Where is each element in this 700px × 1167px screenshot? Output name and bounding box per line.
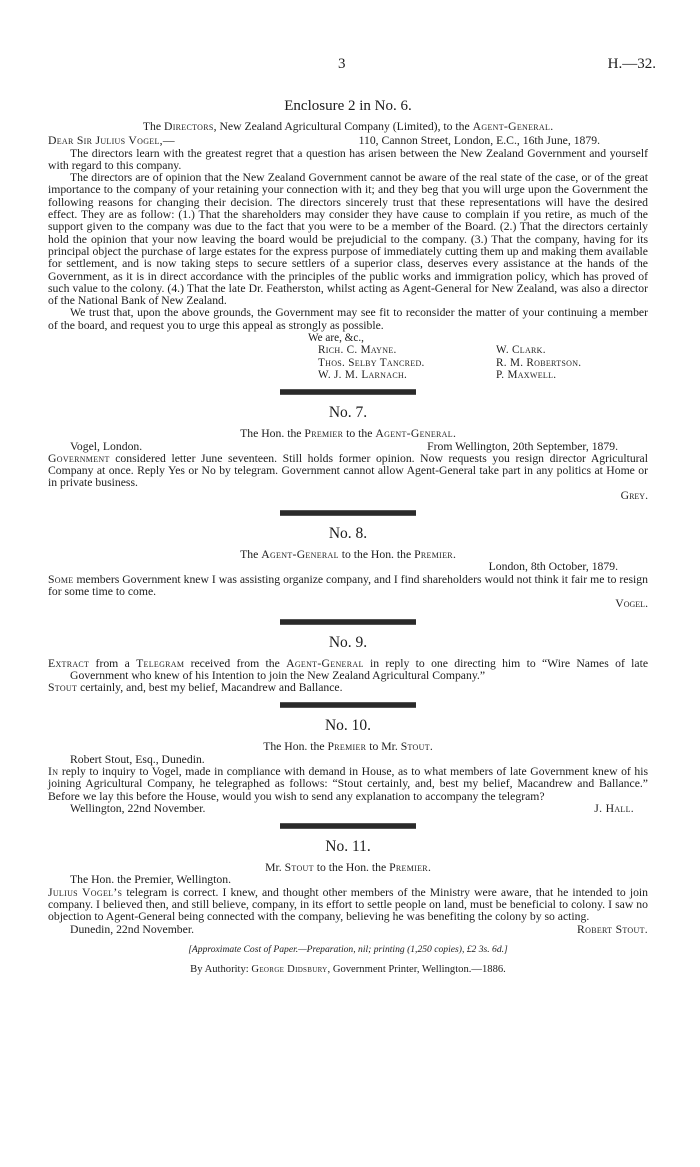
- signatory: P. Maxwell.: [496, 368, 557, 381]
- section-heading: No. 10.: [324, 717, 372, 735]
- telegram-body: In reply to inquiry to Vogel, made in compliance with demand in House, as to what members of late Government knew of his joining Agricultural Company, he telegraphed as follows: “Stout certainly, and, best my belief, Macandrew and Ballance.” Before we lay this before the House, would you wish to send any explanation to accompany the telegram?: [48, 764, 648, 803]
- enclosure-paragraph-3: We trust that, upon the above grounds, the Government may see fit to reconsider the matter of your continuing a member of the board, and request you to urge this appeal as strongly as possible.: [48, 306, 648, 332]
- place-date: London, 8th October, 1879.: [488, 560, 618, 574]
- enclosure-heading: Enclosure 2 in No. 6.: [284, 98, 412, 114]
- running-header: [0, 56, 700, 76]
- section-heading: No. 8.: [328, 525, 368, 543]
- section-title: The Hon. the Premier to Mr. Stout.: [263, 740, 433, 754]
- telegram-body: Julius Vogel’s telegram is correct. I knew, and thought other members of the Ministry were aware, that he intended to join company. I believed then, and still believe, company, in its effort to settle people on land, must be beneficial to colony. I saw no objection to Agent-General being connected with the company, believing he was benefiting the colony by so acting.: [48, 885, 648, 924]
- section-title: Mr. Stout to the Hon. the Premier.: [265, 861, 431, 875]
- section-divider: [280, 702, 416, 708]
- telegram-body: Some members Government knew I was assisting organize company, and I find shareholders would not think it fair me to resign for some time to come.: [48, 572, 648, 598]
- origin-date: From Wellington, 20th September, 1879.: [427, 439, 618, 453]
- section-heading: No. 7.: [328, 404, 368, 422]
- printing-cost-note: [Approximate Cost of Paper.—Preparation, nil; printing (1,250 copies), £2 3s. 6d.]: [188, 943, 508, 955]
- signatory: Thos. Selby Tancred.: [318, 356, 425, 369]
- signatory: Rich. C. Mayne.: [318, 344, 397, 357]
- place-sign-row: [48, 924, 648, 936]
- extract-description: Extract from a Telegram received from the Agent-General in reply to one directing him to “Wire Names of late Government who knew of his Intention to join the New Zealand Agricultural Company.”: [48, 656, 649, 682]
- signature: Vogel.: [615, 597, 648, 611]
- section-title: The Agent-General to the Hon. the Premier.: [240, 548, 456, 562]
- enclosure-section: [48, 98, 648, 395]
- signatories: [304, 344, 648, 381]
- enclosure-paragraph-1: The directors learn with the greatest regret that a question has arisen between the New Zealand Government and yourself with regard to this company.: [48, 146, 648, 172]
- printer-authority: By Authority: George Didsbury, Government Printer, Wellington.—1886.: [190, 963, 506, 975]
- signatory: R. M. Robertson.: [496, 356, 582, 369]
- section-divider: [280, 389, 416, 395]
- place-date: Wellington, 22nd November.: [70, 801, 206, 815]
- enclosure-salutation-row: [48, 135, 648, 147]
- signatory: W. Clark.: [496, 344, 546, 357]
- section-title: The Hon. the Premier to the Agent-General.: [240, 427, 456, 441]
- telegram-body: Government considered letter June seventeen. Still holds former opinion. Now requests you resign director Agricultural Company at once. Reply Yes or No by telegram. Government cannot allow Agent-General take part in any politics at Home or in private business.: [48, 451, 648, 490]
- signature: Robert Stout.: [577, 922, 648, 936]
- signature: J. Hall.: [594, 801, 634, 815]
- extract-reply: Stout certainly, and, best my belief, Macandrew and Ballance.: [48, 681, 343, 695]
- enclosure-title: The Directors, New Zealand Agricultural Company (Limited), to the Agent-General.: [142, 120, 554, 133]
- place-date: Dunedin, 22nd November.: [70, 922, 194, 936]
- document-no-10: [48, 717, 648, 829]
- signatory: W. J. M. Larnach.: [318, 368, 408, 381]
- section-divider: [280, 823, 416, 829]
- enclosure-paragraph-2: The directors are of opinion that the New Zealand Government cannot be aware of the real state of the case, or of the great importance to the company of your retaining your connection with it; and they beg that you will urge upon the Government the following reasons for changing their decision. The directors sincerely trust that these representations will have the desired effect. They are as follow: (1.) That the shareholders may consider they have cause to complain if you retire, as much of the support given to the company was due to the fact that you were to be a member of the Board. (2.) That the directors certainly hold the opinion that your now leaving the board would be prejudicial to the company. (3.) That the company, having for its principal object the purchase of large estates for the express purpose of immediately cutting them up and making them available for settlement, and is now taking steps to secure settlers of a superior class, deserves every assistance at the hands of the Government, as it is in direct accordance with the principles of the public works and immigration policy, which has proved of such value to the colony. (4.) That the late Dr. Featherston, whilst acting as Agent-General for New Zealand, was also a director of the National Bank of New Zealand.: [48, 171, 648, 308]
- document-no-9: [48, 634, 648, 709]
- addressee: Robert Stout, Esq., Dunedin.: [70, 752, 205, 766]
- salutation: Dear Sir Julius Vogel,—: [48, 134, 175, 148]
- signature-block: [304, 332, 648, 381]
- addressee: Vogel, London.: [70, 439, 143, 453]
- document-no-11: [48, 838, 648, 936]
- signature: Grey.: [620, 488, 648, 502]
- document-no-8: [48, 525, 648, 624]
- sender-address: 110, Cannon Street, London, E.C., 16th June, 1879.: [358, 134, 600, 148]
- place-sign-row: [48, 803, 648, 815]
- document-reference: H.—32.: [607, 56, 656, 72]
- section-heading: No. 11.: [325, 838, 371, 856]
- section-divider: [280, 510, 416, 516]
- closing: We are, &c.,: [308, 332, 364, 345]
- page-body: [48, 98, 648, 975]
- document-no-7: [48, 404, 648, 516]
- addressee: The Hon. the Premier, Wellington.: [70, 873, 231, 887]
- section-divider: [280, 619, 416, 625]
- section-heading: No. 9.: [328, 633, 368, 651]
- page-number: 3: [338, 56, 346, 72]
- footer: [48, 944, 648, 975]
